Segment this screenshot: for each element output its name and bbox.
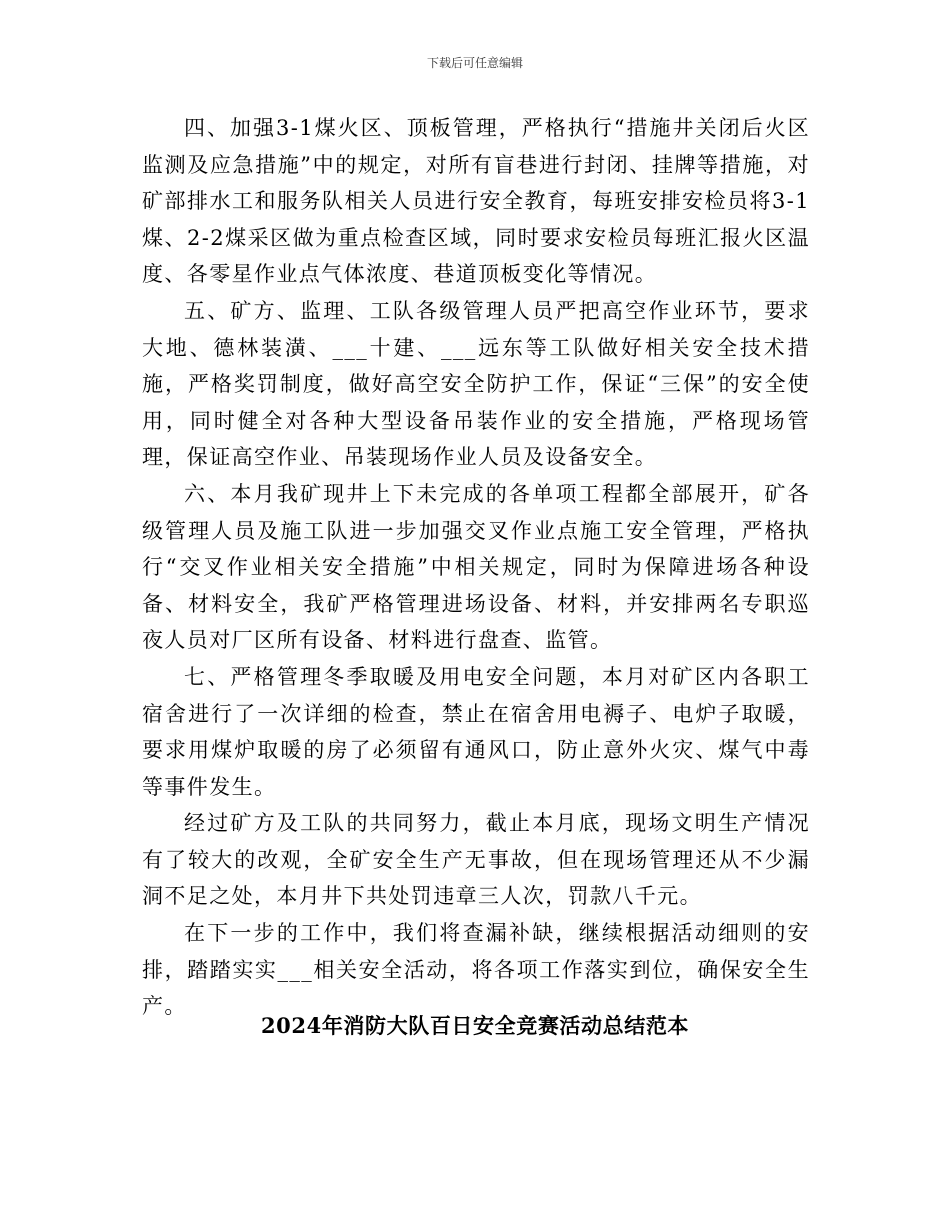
paragraph-six: 六、本月我矿现井上下未完成的各单项工程都全部展开，矿各级管理人员及施工队进一步加强交叉作业点施工安全管理，严格执行“交叉作业相关安全措施”中相关规定，同时为保障进场各种设备、材料安全，我矿严格管理进场设备、材料，并安排两名专职巡夜人员对厂区所有设备、材料进行盘查、监管。 bbox=[142, 481, 810, 653]
section-title: 2024年消防大队百日安全竞赛活动总结范本 bbox=[260, 1013, 690, 1038]
paragraph-five: 五、矿方、监理、工队各级管理人员严把高空作业环节，要求大地、德林装潢、___十建、___远东等工队做好相关安全技术措施，严格奖罚制度，做好高空安全防护工作，保证“三保”的安全使用，同时健全对各种大型设备吊装作业的安全措施，严格现场管理，保证高空作业、吊装现场作业人员及设备安全。 bbox=[142, 298, 810, 470]
paragraph-summary: 经过矿方及工队的共同努力，截止本月底，现场文明生产情况有了较大的改观，全矿安全生产无事故，但在现场管理还从不少漏洞不足之处，本月井下共处罚违章三人次，罚款八千元。 bbox=[142, 811, 810, 909]
paragraph-seven: 七、严格管理冬季取暖及用电安全问题，本月对矿区内各职工宿舍进行了一次详细的检查，禁止在宿舍用电褥子、电炉子取暖，要求用煤炉取暖的房了必须留有通风口，防止意外火灾、煤气中毒等事件发生。 bbox=[142, 664, 810, 799]
document-body bbox=[142, 110, 810, 1025]
page-header: 下载后可任意编辑 bbox=[426, 56, 523, 70]
paragraph-four: 四、加强3-1煤火区、顶板管理，严格执行“措施井关闭后火区监测及应急措施”中的规定，对所有盲巷进行封闭、挂牌等措施，对矿部排水工和服务队相关人员进行安全教育，每班安排安检员将3-1煤、2-2煤采区做为重点检查区域，同时要求安检员每班汇报火区温度、各零星作业点气体浓度、巷道顶板变化等情况。 bbox=[142, 116, 810, 287]
paragraph-next-steps: 在下一步的工作中，我们将查漏补缺，继续根据活动细则的安排，踏踏实实___相关安全活动，将各项工作落实到位，确保安全生产。 bbox=[142, 921, 810, 1019]
